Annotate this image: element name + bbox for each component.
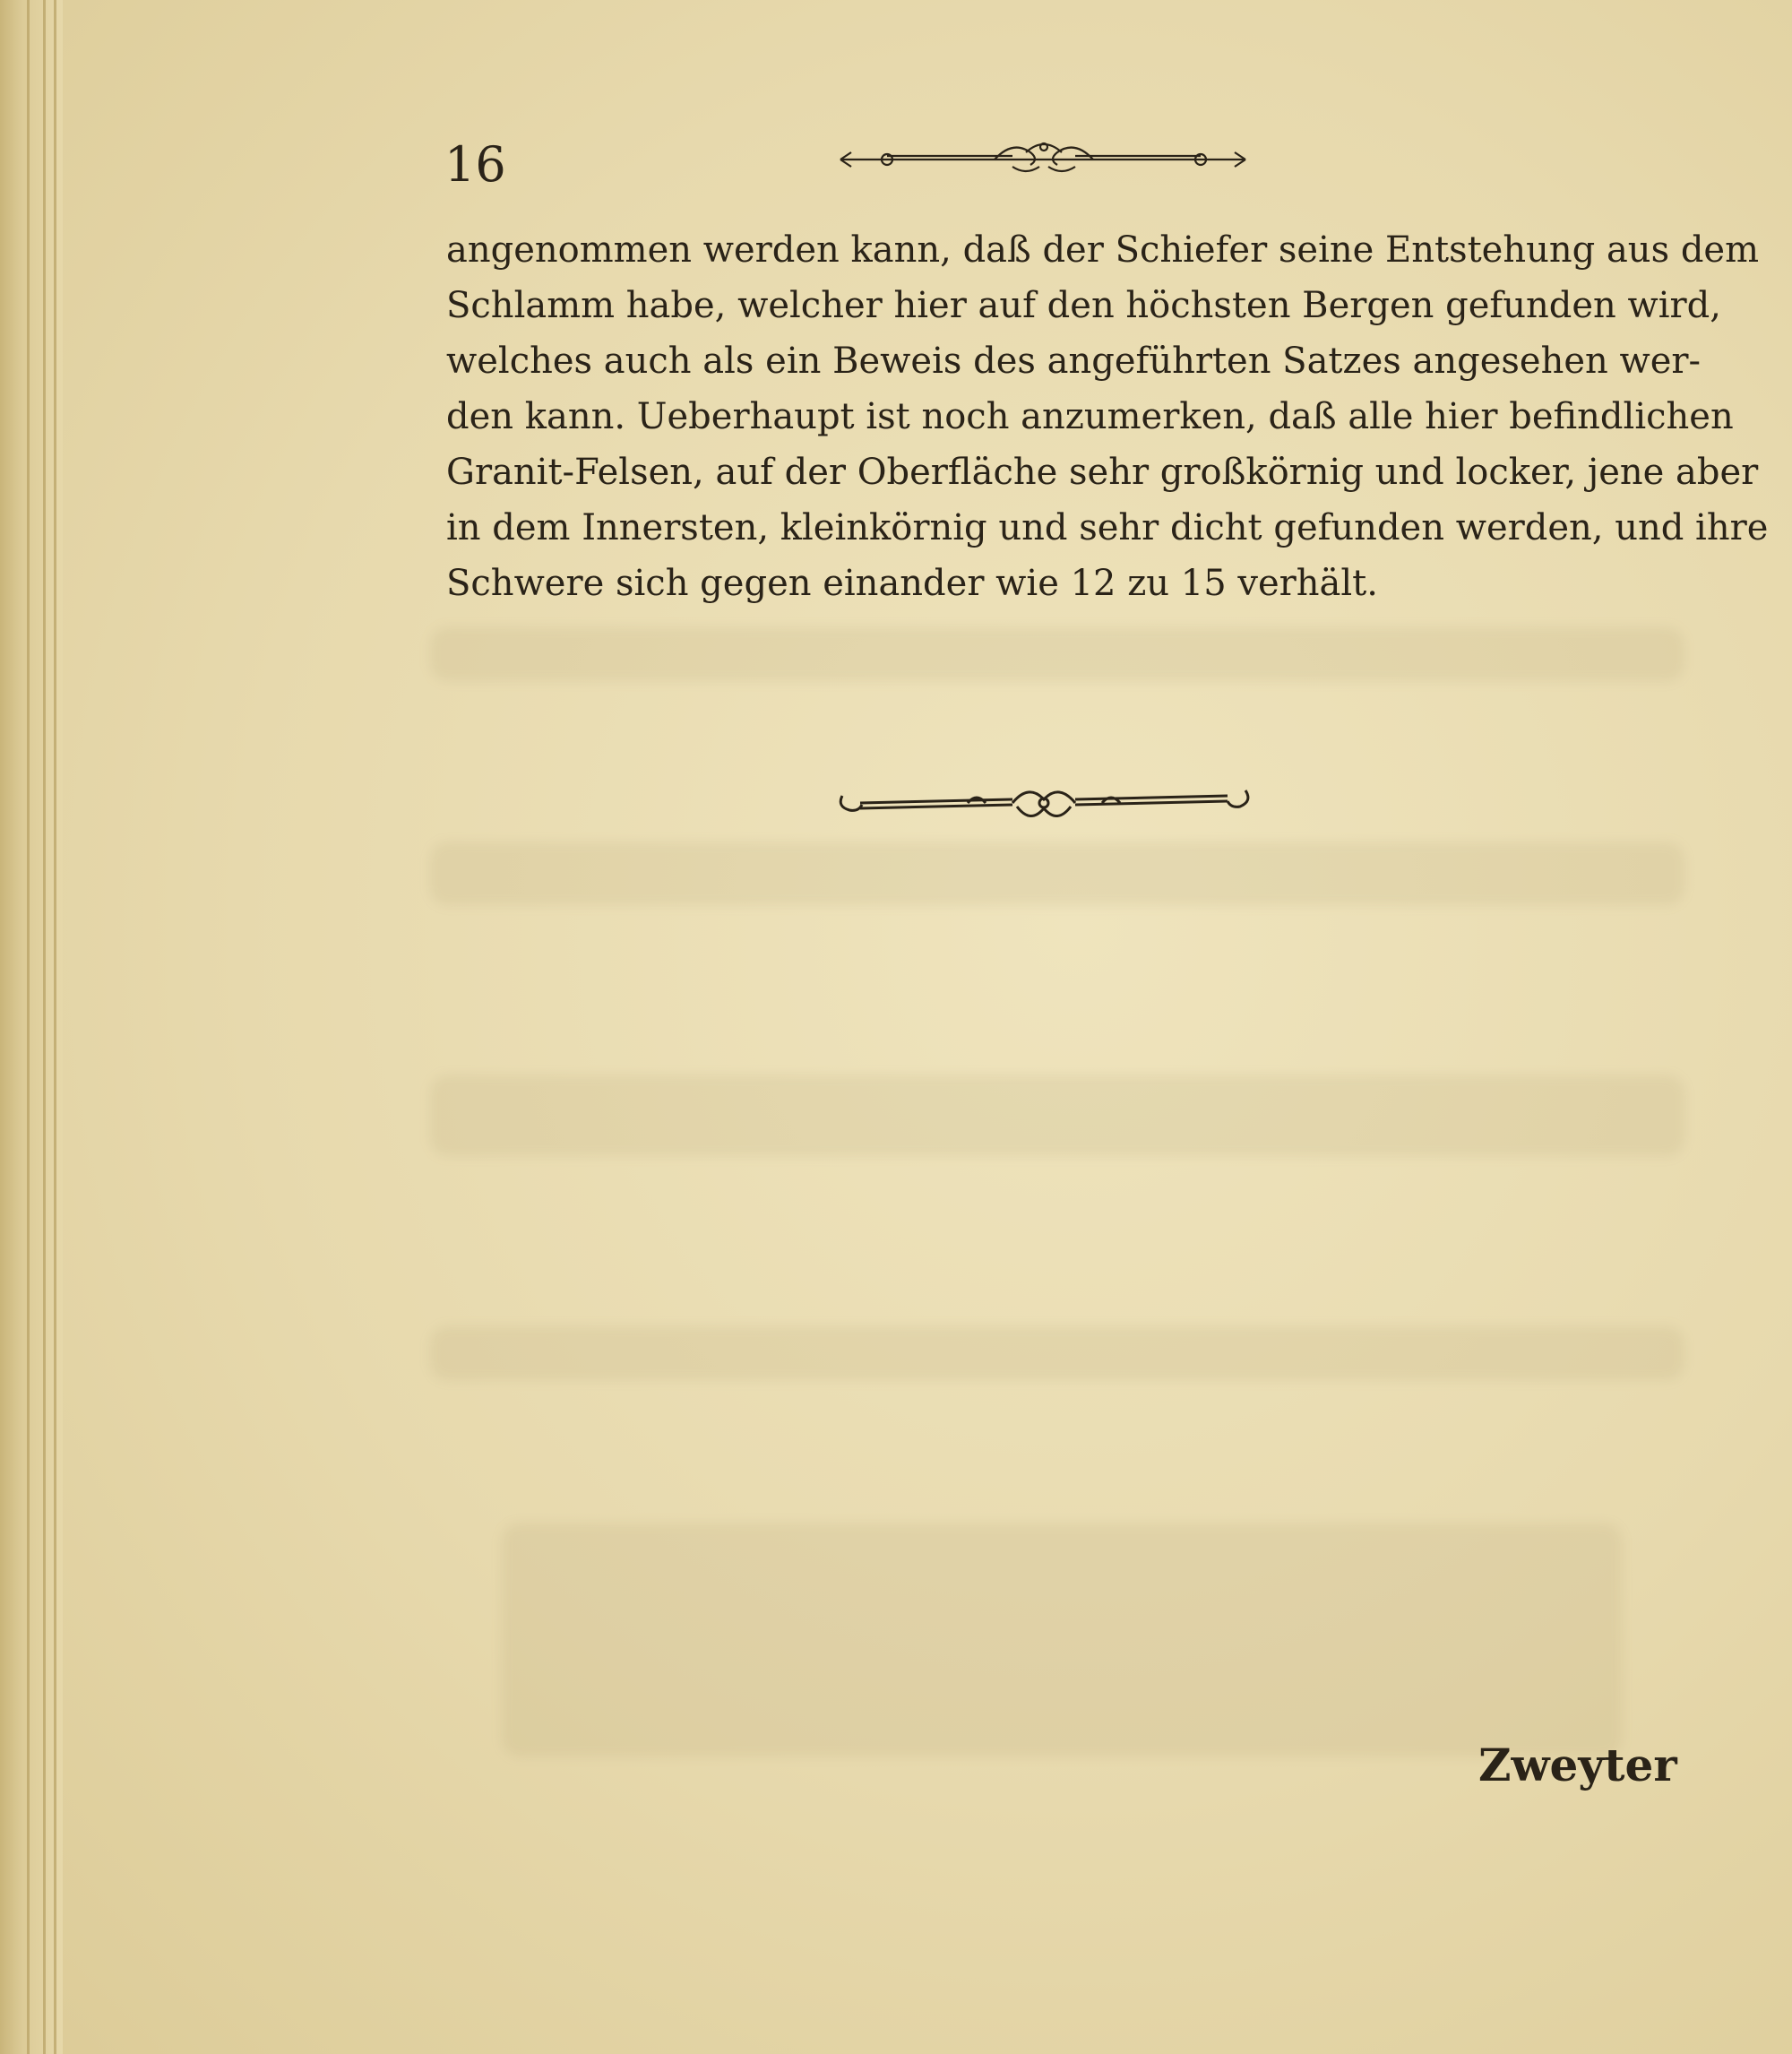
text-line: Granit-Felsen, auf der Oberfläche sehr großkörnig und locker, jene aber [446,452,1759,493]
gutter-edge-line [54,0,56,2054]
section-divider-ornament-icon [833,776,1254,830]
text-line: in dem Innersten, kleinkörnig und sehr dicht gefunden werden, und ihre [446,507,1769,548]
bleed-through-shadow [502,1523,1622,1756]
text-line: Schlamm habe, welcher hier auf den höchsten Bergen gefunden wird, [446,285,1721,326]
page-number: 16 [444,136,506,193]
header-ornament-icon [833,134,1254,179]
text-line: den kann. Ueberhaupt ist noch anzumerken, daß alle hier befindlichen [446,396,1734,437]
bleed-through-shadow [430,627,1684,681]
bleed-through-shadow [430,1075,1684,1156]
gutter-edge-line [43,0,46,2054]
bleed-through-shadow [430,1326,1684,1380]
body-text [446,222,1769,611]
gutter-edge-line [27,0,30,2054]
page-gutter [0,0,63,2054]
text-line: Schwere sich gegen einander wie 12 zu 15 verhält. [446,563,1378,604]
text-line: angenommen werden kann, daß der Schiefer seine Entstehung aus dem [446,229,1760,271]
bleed-through-shadow [430,842,1684,905]
text-line: welches auch als ein Beweis des angeführten Satzes angesehen wer- [446,341,1702,382]
catchword: Zweyter [1478,1739,1677,1791]
